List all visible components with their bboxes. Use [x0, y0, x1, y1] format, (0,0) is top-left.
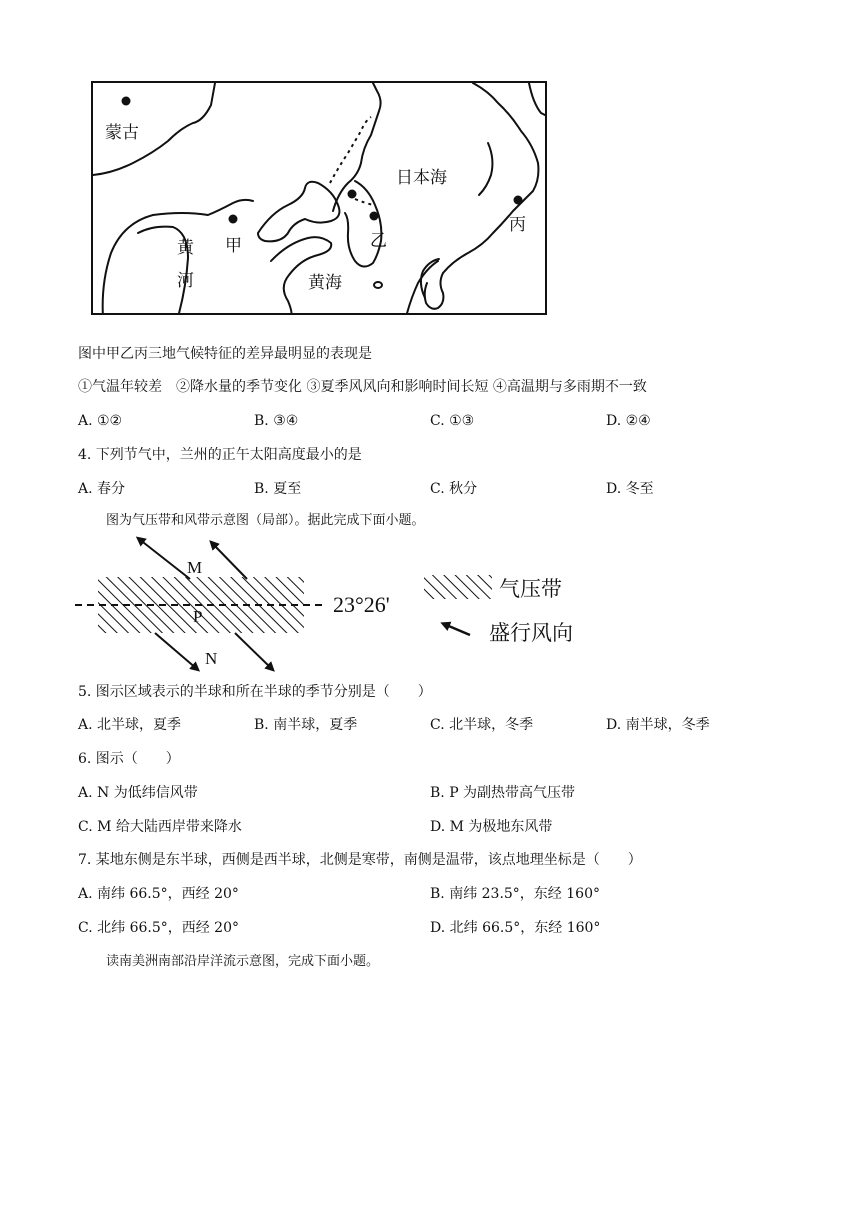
mongolia-dot	[122, 97, 131, 106]
map-label-mongolia: 蒙古	[105, 123, 139, 143]
city-dot	[348, 190, 357, 199]
arrow-n-right	[235, 633, 272, 669]
map-label-huanghe-2: 河	[177, 271, 194, 291]
q6-stem: 6. 图示（ ）	[78, 751, 180, 767]
arrow-m-left	[139, 539, 190, 579]
yi-dot	[370, 212, 379, 221]
q3-option-d[interactable]: D. ②④	[606, 413, 651, 429]
q7-option-c[interactable]: C. 北纬 66.5°，西经 20°	[78, 920, 239, 936]
q6-option-b[interactable]: B. P 为副热带高气压带	[430, 785, 576, 801]
bing-dot	[514, 196, 523, 205]
latitude-label: 23°26'	[333, 592, 390, 617]
q5-option-a[interactable]: A. 北半球，夏季	[78, 717, 182, 733]
map-label-bing: 丙	[509, 215, 526, 235]
map-label-yi: 乙	[370, 231, 387, 251]
map-label-jia: 甲	[225, 236, 242, 256]
q3-statements: ①气温年较差 ②降水量的季节变化 ③夏季风风向和影响时间长短 ④高温期与多雨期不一致	[78, 379, 647, 395]
legend-pressure-swatch	[424, 575, 492, 599]
q3-option-b[interactable]: B. ③④	[254, 413, 299, 429]
intro-pressure-belt: 图为气压带和风带示意图（局部）。据此完成下面小题。	[106, 513, 425, 528]
label-m: M	[187, 558, 203, 577]
map-label-yellow-sea: 黄海	[308, 273, 342, 293]
q7-option-a[interactable]: A. 南纬 66.5°，西经 20°	[78, 886, 239, 902]
legend-wind-label: 盛行风向	[489, 621, 573, 645]
q6-option-a[interactable]: A. N 为低纬信风带	[78, 785, 198, 801]
map-label-japan-sea: 日本海	[396, 168, 447, 188]
q4-option-b[interactable]: B. 夏至	[254, 481, 302, 497]
q5-option-d[interactable]: D. 南半球，冬季	[606, 717, 710, 733]
q6-option-c[interactable]: C. M 给大陆西岸带来降水	[78, 819, 242, 835]
intro-ocean-current: 读南美洲南部沿岸洋流示意图，完成下面小题。	[106, 954, 380, 969]
east-asia-map	[91, 81, 547, 315]
q5-option-b[interactable]: B. 南半球，夏季	[254, 717, 358, 733]
q3-stem: 图中甲乙丙三地气候特征的差异最明显的表现是	[78, 346, 372, 362]
q5-option-c[interactable]: C. 北半球，冬季	[430, 717, 534, 733]
q7-option-d[interactable]: D. 北纬 66.5°，东经 160°	[430, 920, 601, 936]
q5-stem: 5. 图示区域表示的半球和所在半球的季节分别是（ ）	[78, 684, 432, 700]
arrow-m-right	[212, 543, 247, 579]
q4-option-d[interactable]: D. 冬至	[606, 481, 654, 497]
q4-stem: 4. 下列节气中，兰州的正午太阳高度最小的是	[78, 447, 362, 463]
q3-option-a[interactable]: A. ①②	[78, 413, 123, 429]
q7-stem: 7. 某地东侧是东半球，西侧是西半球，北侧是寒带，南侧是温带，该点地理坐标是（ ）	[78, 852, 642, 868]
q6-option-d[interactable]: D. M 为极地东风带	[430, 819, 553, 835]
q3-option-c[interactable]: C. ①③	[430, 413, 475, 429]
jia-dot	[229, 215, 238, 224]
arrow-n-left	[155, 633, 197, 669]
q4-option-a[interactable]: A. 春分	[78, 481, 126, 497]
q4-option-c[interactable]: C. 秋分	[430, 481, 478, 497]
q7-option-b[interactable]: B. 南纬 23.5°，东经 160°	[430, 886, 600, 902]
label-p: P	[193, 607, 203, 626]
legend-pressure-label: 气压带	[499, 577, 562, 601]
legend-wind-arrow	[444, 624, 470, 635]
pressure-belt-diagram	[75, 535, 600, 675]
label-n: N	[205, 649, 218, 668]
map-label-huanghe-1: 黄	[177, 238, 194, 258]
